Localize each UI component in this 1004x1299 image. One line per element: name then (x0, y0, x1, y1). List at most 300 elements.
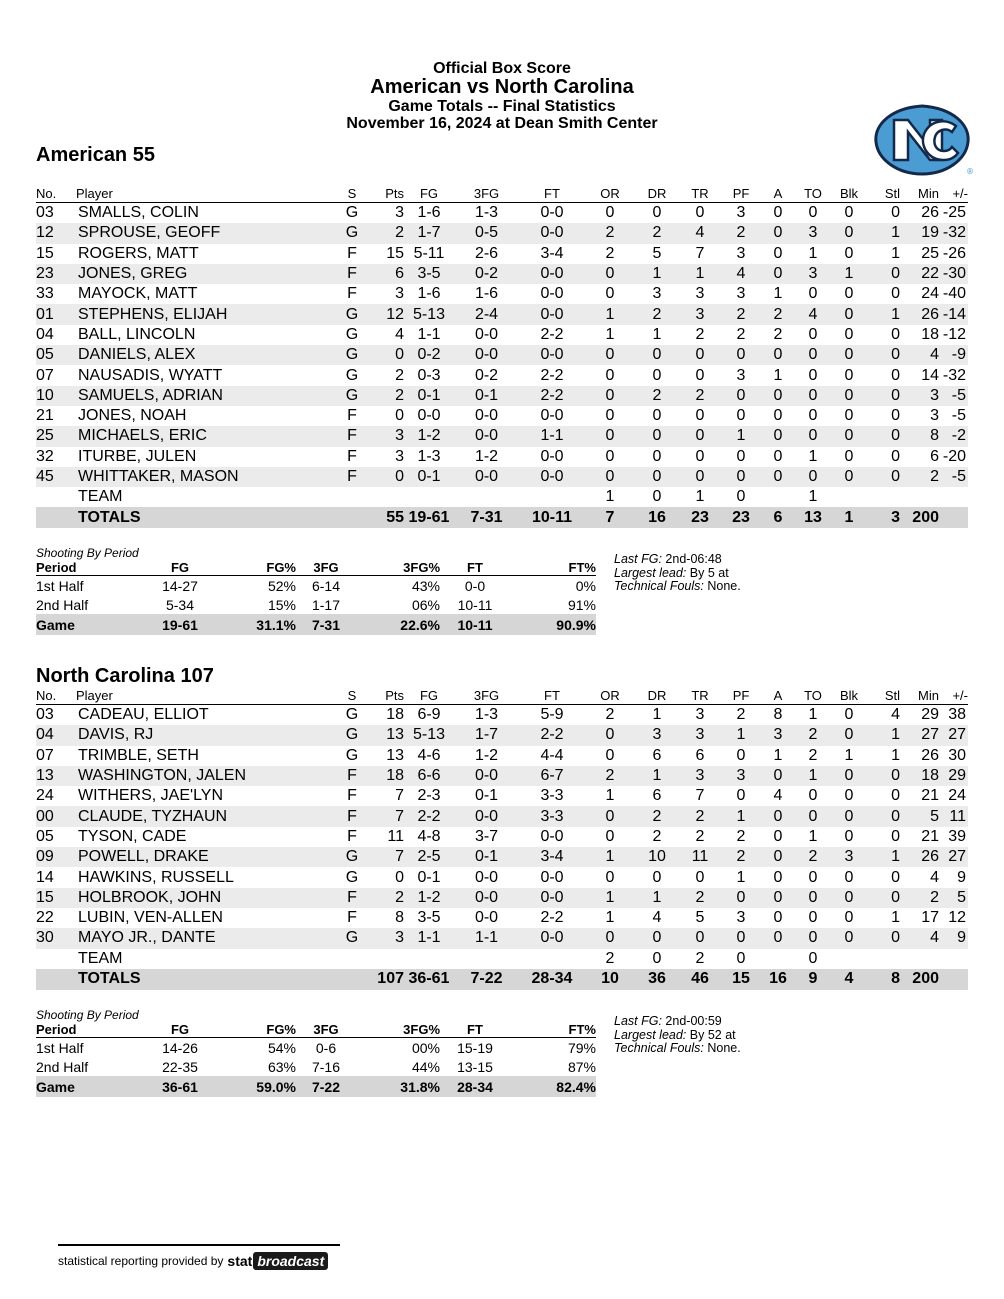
totals-cell-to: 9 (795, 969, 831, 990)
statbroadcast-logo-stat: stat (227, 1253, 253, 1269)
stat-cell-blk: 0 (831, 345, 867, 365)
stat-cell-or: 1 (585, 888, 635, 908)
stat-cell-pts: 11 (387, 827, 404, 845)
stat-cell-or: 0 (585, 264, 635, 284)
stat-cell-tfg: 1-1 (454, 928, 519, 948)
stat-cell-tfg: 1-2 (474, 447, 499, 465)
column-header: FG (404, 185, 454, 203)
stat-cell-a: 0 (761, 386, 795, 406)
stat-cell-no: 05 (36, 345, 76, 365)
totals-label: TOTALS (76, 507, 342, 528)
stat-cell-s: G (345, 746, 359, 764)
stat-cell-name: SPROUSE, GEOFF (76, 223, 342, 243)
stat-cell-pm: 29 (939, 766, 968, 786)
totals-cell-stl: 3 (867, 507, 900, 528)
shooting-cell: FG (146, 560, 214, 576)
shooting-cell: 10-11 (440, 614, 510, 635)
stat-cell-tr: 0 (695, 366, 705, 384)
stat-cell-s: F (342, 766, 362, 786)
stat-cell-pts: 18 (386, 706, 404, 724)
stat-cell-name: POWELL, DRAKE (76, 847, 342, 867)
stat-cell-a: 3 (761, 725, 795, 745)
stat-cell-fg: 0-3 (417, 366, 441, 384)
stat-cell-ft: 3-4 (540, 244, 564, 262)
stat-cell-or: 0 (605, 366, 615, 384)
stat-cell-s: G (342, 928, 362, 948)
stat-cell-fg: 3-5 (417, 909, 441, 927)
stat-cell-a (761, 487, 795, 507)
stat-cell-pts: 7 (362, 847, 404, 867)
stat-cell-a: 0 (773, 447, 783, 465)
stat-cell-to: 0 (795, 467, 831, 487)
stat-cell-no: 32 (36, 447, 54, 465)
shooting-cell: 3FG (296, 1022, 356, 1038)
stat-cell-fg (404, 487, 454, 507)
stat-cell-a: 2 (761, 304, 795, 324)
stat-cell-tfg: 0-2 (454, 264, 519, 284)
stat-cell-pf: 2 (721, 223, 761, 243)
stat-cell-a: 0 (773, 204, 783, 222)
stat-cell-ft: 2-2 (519, 386, 585, 406)
stat-cell-pm (939, 487, 968, 507)
shooting-cell: Game (36, 614, 146, 635)
stat-cell-tr: 3 (695, 706, 705, 724)
stat-cell-tfg: 0-0 (454, 888, 519, 908)
shooting-cell: 7-16 (311, 1058, 341, 1075)
shooting-period-row (36, 1057, 596, 1076)
stat-cell-pm: -32 (942, 366, 966, 384)
stat-cell-ft: 5-9 (540, 706, 564, 724)
player-row (36, 746, 968, 766)
shooting-cell: FT (440, 560, 510, 576)
column-header: OR (585, 687, 635, 705)
stat-cell-to: 1 (808, 488, 818, 506)
technical-fouls-value: None. (707, 1041, 741, 1055)
stat-cell-or: 0 (605, 868, 615, 886)
stat-cell-pf: 1 (721, 426, 761, 446)
shooting-cell: 44% (411, 1058, 440, 1075)
stat-cell-no: 04 (36, 325, 54, 343)
stat-cell-s: G (342, 345, 362, 365)
stat-cell-no: 07 (36, 746, 54, 764)
shooting-cell: 15% (267, 596, 296, 613)
shooting-cell: 1-17 (311, 596, 341, 613)
stat-cell-dr: 6 (652, 787, 662, 805)
shooting-cell: 3FG% (356, 1022, 440, 1038)
stat-cell-s: F (347, 407, 357, 425)
stat-cell-name: TEAM (78, 488, 123, 506)
stat-cell-no: 12 (36, 223, 76, 243)
stat-cell-s: F (342, 264, 362, 284)
stat-cell-tfg: 0-0 (474, 407, 499, 425)
stat-cell-ft: 2-2 (540, 366, 564, 384)
player-row (36, 928, 968, 948)
shooting-cell: 31.8% (356, 1076, 440, 1097)
stat-cell-pts: 2 (395, 366, 404, 384)
stat-cell-dr: 3 (635, 725, 679, 745)
shooting-cell: FT (440, 1022, 510, 1038)
player-row (36, 345, 968, 365)
stat-cell-fg: 1-3 (417, 447, 441, 465)
team-title-north-carolina: North Carolina 107 (36, 665, 214, 687)
column-header: Stl (867, 185, 900, 203)
stat-cell-min: 25 (921, 244, 939, 262)
stat-cell-name: NAUSADIS, WYATT (78, 366, 223, 384)
stat-cell-a: 0 (773, 244, 783, 262)
stat-cell-stl: 0 (891, 407, 900, 425)
stat-cell-min: 17 (921, 909, 939, 927)
registered-mark: ® (966, 167, 974, 176)
totals-cell-or: 10 (585, 969, 635, 990)
stat-cell-stl: 0 (867, 806, 900, 826)
stat-cell-pf: 2 (736, 706, 746, 724)
shooting-cell: 91% (567, 596, 596, 613)
stat-cell-min: 19 (900, 223, 939, 243)
stat-cell-ft: 0-0 (519, 467, 585, 487)
stat-cell-dr: 3 (652, 285, 662, 303)
stat-cell-pm: -12 (942, 325, 966, 343)
stat-cell-stl: 0 (867, 928, 900, 948)
totals-cell-ft: 28-34 (519, 969, 585, 990)
shooting-cell: 10-11 (457, 596, 493, 613)
stat-cell-to: 0 (808, 787, 818, 805)
technical-fouls-label: Technical Fouls: (614, 579, 704, 593)
stat-cell-to: 0 (808, 366, 818, 384)
stat-cell-tr: 6 (695, 746, 705, 764)
stat-cell-pm: -9 (939, 345, 968, 365)
stat-cell-dr: 1 (635, 888, 679, 908)
column-header: DR (635, 185, 679, 203)
stat-cell-fg: 2-3 (417, 787, 441, 805)
column-header: OR (585, 185, 635, 203)
stat-cell-a: 1 (773, 366, 783, 384)
game-notes-north-carolina (614, 1015, 741, 1056)
stat-cell-pts: 3 (362, 426, 404, 446)
column-header: FT (519, 687, 585, 705)
stat-cell-pf: 0 (736, 746, 746, 764)
player-row (36, 284, 968, 304)
stat-cell-or: 0 (605, 746, 615, 764)
totals-cell-dr: 16 (635, 507, 679, 528)
column-header: TO (795, 185, 831, 203)
stat-cell-a: 0 (761, 806, 795, 826)
stat-cell-a: 8 (773, 706, 783, 724)
stat-cell-pts: 3 (362, 928, 404, 948)
stat-cell-dr: 10 (635, 847, 679, 867)
stat-cell-tr: 2 (679, 386, 721, 406)
stat-cell-stl: 1 (867, 847, 900, 867)
column-header: DR (635, 687, 679, 705)
stat-cell-pf: 4 (721, 264, 761, 284)
stat-cell-to: 4 (795, 304, 831, 324)
stat-cell-name: TRIMBLE, SETH (78, 746, 199, 764)
stat-cell-tr: 4 (679, 223, 721, 243)
stat-cell-dr: 2 (635, 806, 679, 826)
stat-cell-to: 1 (808, 244, 818, 262)
stat-cell-stl: 1 (867, 223, 900, 243)
stat-cell-name: HOLBROOK, JOHN (76, 888, 342, 908)
stat-cell-min: 22 (900, 264, 939, 284)
stat-cell-a: 0 (761, 345, 795, 365)
shooting-cell: FT% (510, 1022, 596, 1038)
stat-cell-tfg: 1-6 (474, 285, 499, 303)
stat-cell-tr: 0 (695, 407, 705, 425)
stat-cell-blk: 0 (844, 909, 854, 927)
stat-cell-blk: 0 (831, 467, 867, 487)
stat-cell-dr: 1 (652, 325, 662, 343)
player-row (36, 888, 968, 908)
stat-cell-tfg: 0-0 (454, 467, 519, 487)
player-row (36, 847, 968, 867)
player-row (36, 244, 968, 264)
stat-cell-min: 18 (900, 766, 939, 786)
column-header: Min (900, 687, 939, 705)
stat-cell-to: 0 (808, 949, 818, 967)
team-title-american: American 55 (36, 144, 155, 166)
totals-cell-tr: 23 (679, 507, 721, 528)
stat-cell-pm: 39 (948, 827, 966, 845)
stat-cell-pf: 1 (721, 725, 761, 745)
stat-cell-pts: 0 (395, 407, 404, 425)
totals-row (36, 507, 968, 528)
stat-cell-to: 0 (795, 345, 831, 365)
stat-cell-stl: 0 (867, 345, 900, 365)
stat-cell-dr: 0 (635, 426, 679, 446)
stat-cell-pf: 0 (721, 467, 761, 487)
shooting-cell: 52% (267, 577, 296, 594)
shooting-cell: 06% (411, 596, 440, 613)
shooting-cell: 1st Half (36, 577, 84, 594)
table-header-row (36, 687, 968, 705)
stat-cell-dr: 6 (652, 746, 662, 764)
stat-cell-fg: 3-5 (404, 264, 454, 284)
shooting-cell: 90.9% (510, 614, 596, 635)
column-header: TR (679, 687, 721, 705)
stat-cell-ft: 0-0 (519, 345, 585, 365)
stat-cell-tr: 0 (695, 447, 705, 465)
totals-cell-fg: 36-61 (404, 969, 454, 990)
stat-cell-tr: 2 (679, 806, 721, 826)
stat-cell-name: TYSON, CADE (78, 827, 187, 845)
stat-cell-tr: 2 (679, 888, 721, 908)
report-header (0, 60, 1004, 132)
stat-cell-no: 01 (36, 304, 76, 324)
shooting-cell: 7-31 (296, 614, 356, 635)
stat-cell-tr: 3 (679, 766, 721, 786)
stat-cell-to: 0 (795, 386, 831, 406)
stat-cell-pts: 0 (362, 467, 404, 487)
stat-cell-to: 0 (795, 426, 831, 446)
stat-cell-blk: 0 (844, 827, 854, 845)
shooting-cell: 7-22 (296, 1076, 356, 1097)
stat-cell-dr: 0 (652, 407, 662, 425)
stat-cell-ft: 0-0 (519, 928, 585, 948)
player-row (36, 203, 968, 224)
stat-cell-blk: 0 (844, 787, 854, 805)
stat-cell-or: 0 (585, 345, 635, 365)
stat-cell-to: 1 (795, 766, 831, 786)
stat-cell-ft: 4-4 (540, 746, 564, 764)
largest-lead-label: Largest lead: (614, 565, 687, 580)
stat-cell-stl: 0 (867, 888, 900, 908)
stat-cell-a: 0 (761, 426, 795, 446)
largest-lead-value: By 52 at (689, 1027, 736, 1042)
stat-cell-s: G (342, 304, 362, 324)
largest-lead-label: Largest lead: (614, 1027, 687, 1042)
stat-cell-stl: 0 (867, 426, 900, 446)
stat-cell-s: G (345, 325, 359, 343)
last-fg-value: 2nd-00:59 (665, 1014, 722, 1028)
stat-cell-no: 03 (36, 706, 54, 724)
stat-cell-min: 8 (900, 426, 939, 446)
totals-row (36, 969, 968, 990)
stat-cell-pf: 3 (736, 366, 746, 384)
totals-cell-min: 200 (900, 507, 939, 528)
stat-cell-tfg: 0-2 (474, 366, 499, 384)
totals-cell-or: 7 (585, 507, 635, 528)
column-header: No. (36, 687, 76, 705)
stat-cell-pf: 2 (736, 827, 746, 845)
shooting-cell: FG% (214, 1022, 296, 1038)
stat-cell-pm: -26 (942, 244, 966, 262)
totals-cell-tr: 46 (679, 969, 721, 990)
stat-cell-to: 2 (795, 847, 831, 867)
stat-cell-pm: -25 (942, 204, 966, 222)
stat-cell-to: 0 (808, 868, 818, 886)
statbroadcast-logo-broadcast: broadcast (253, 1252, 328, 1270)
stat-cell-tfg: 0-0 (454, 766, 519, 786)
stat-cell-fg: 0-1 (417, 868, 441, 886)
stat-cell-to: 2 (795, 725, 831, 745)
stat-cell-tfg: 1-7 (454, 725, 519, 745)
stat-cell-blk (831, 487, 867, 507)
stat-cell-dr: 2 (635, 223, 679, 243)
stat-cell-s: G (342, 223, 362, 243)
stat-cell-no: 05 (36, 827, 54, 845)
stat-cell-blk: 0 (844, 366, 854, 384)
stat-cell-dr: 0 (652, 204, 662, 222)
stat-cell-pm: 27 (939, 725, 968, 745)
totals-cell-pm (939, 969, 968, 990)
stat-cell-fg: 4-8 (417, 827, 441, 845)
totals-cell-tfg: 7-22 (454, 969, 519, 990)
date-venue: November 16, 2024 at Dean Smith Center (346, 115, 658, 132)
stat-cell-pts (362, 487, 404, 507)
stat-cell-dr: 1 (652, 706, 662, 724)
stat-cell-pts: 2 (362, 888, 404, 908)
stat-cell-tr: 3 (679, 725, 721, 745)
stat-cell-no: 15 (36, 888, 76, 908)
stat-cell-tr: 2 (695, 949, 705, 967)
last-fg-label: Last FG: (614, 1014, 662, 1028)
stat-cell-fg: 1-7 (404, 223, 454, 243)
stat-cell-or: 1 (585, 847, 635, 867)
stat-cell-to: 0 (808, 407, 818, 425)
stat-cell-pf: 0 (736, 488, 746, 506)
stat-cell-tfg: 1-2 (474, 746, 499, 764)
stat-cell-fg: 6-6 (404, 766, 454, 786)
stat-cell-pf: 3 (736, 244, 746, 262)
stat-cell-s: F (342, 426, 362, 446)
stat-cell-name: ITURBE, JULEN (78, 447, 197, 465)
shooting-cell: 63% (267, 1058, 296, 1075)
stat-cell-a: 0 (773, 909, 783, 927)
column-header: S (342, 687, 362, 705)
stat-cell-name: LUBIN, VEN-ALLEN (78, 909, 223, 927)
stat-cell-fg: 0-1 (404, 467, 454, 487)
shooting-cell: 00% (411, 1039, 440, 1056)
stat-cell-pm: -5 (939, 386, 968, 406)
stat-cell-dr: 0 (652, 366, 662, 384)
stat-cell-to: 0 (808, 204, 818, 222)
shooting-game-row (36, 614, 596, 635)
stat-cell-ft: 2-2 (540, 909, 564, 927)
stat-cell-fg: 1-6 (417, 285, 441, 303)
shooting-caption: Shooting By Period (36, 546, 139, 560)
stat-cell-to: 3 (795, 223, 831, 243)
matchup-title: American vs North Carolina (370, 76, 634, 98)
stat-cell-or: 2 (605, 949, 615, 967)
stat-cell-name: MICHAELS, ERIC (76, 426, 342, 446)
stat-cell-to: 1 (808, 706, 818, 724)
shooting-cell: 2nd Half (36, 596, 89, 613)
stat-cell-min: 2 (900, 888, 939, 908)
totals-cell-pts: 55 (362, 507, 404, 528)
stat-cell-tfg: 1-3 (474, 204, 499, 222)
stat-cell-blk: 0 (844, 244, 854, 262)
stat-cell-ft: 6-7 (519, 766, 585, 786)
stat-cell-name: ROGERS, MATT (78, 244, 199, 262)
stat-cell-stl: 0 (891, 204, 900, 222)
stat-cell-no: 23 (36, 264, 76, 284)
footer-credit: statistical reporting provided by (58, 1254, 224, 1268)
stat-cell-tfg: 0-0 (454, 345, 519, 365)
stat-cell-stl: 0 (891, 325, 900, 343)
stat-cell-a: 0 (761, 223, 795, 243)
stat-cell-blk: 0 (844, 325, 854, 343)
stat-cell-tfg: 0-0 (474, 868, 499, 886)
stat-cell-pm: 30 (948, 746, 966, 764)
stat-cell-no: 24 (36, 787, 54, 805)
stat-cell-pm: -14 (939, 304, 968, 324)
player-row (36, 304, 968, 324)
shooting-cell: 19-61 (146, 614, 214, 635)
stat-cell-tfg: 0-0 (454, 426, 519, 446)
stat-cell-fg: 2-5 (404, 847, 454, 867)
stat-cell-ft: 3-3 (540, 787, 564, 805)
stat-cell-min: 26 (921, 204, 939, 222)
totals-label: TOTALS (76, 969, 342, 990)
totals-cell-a: 16 (761, 969, 795, 990)
stat-cell-pts: 15 (386, 244, 404, 262)
shooting-cell: 22.6% (356, 614, 440, 635)
stat-cell-stl: 0 (891, 787, 900, 805)
stat-cell-fg: 5-13 (404, 725, 454, 745)
shooting-cell: 0-6 (315, 1039, 337, 1056)
box-score-table-north-carolina (36, 687, 968, 990)
stat-cell-pf: 0 (736, 407, 746, 425)
stat-cell-ft: 1-1 (519, 426, 585, 446)
stat-cell-min: 5 (900, 806, 939, 826)
shooting-cell: 43% (411, 577, 440, 594)
stat-cell-pm: 9 (957, 868, 966, 886)
stat-cell-or: 0 (605, 204, 615, 222)
stat-cell-no: 21 (36, 407, 54, 425)
stat-cell-pm: 5 (939, 888, 968, 908)
stat-cell-tr: 11 (679, 847, 721, 867)
stat-cell-or: 0 (605, 285, 615, 303)
stat-cell-no: 00 (36, 806, 76, 826)
